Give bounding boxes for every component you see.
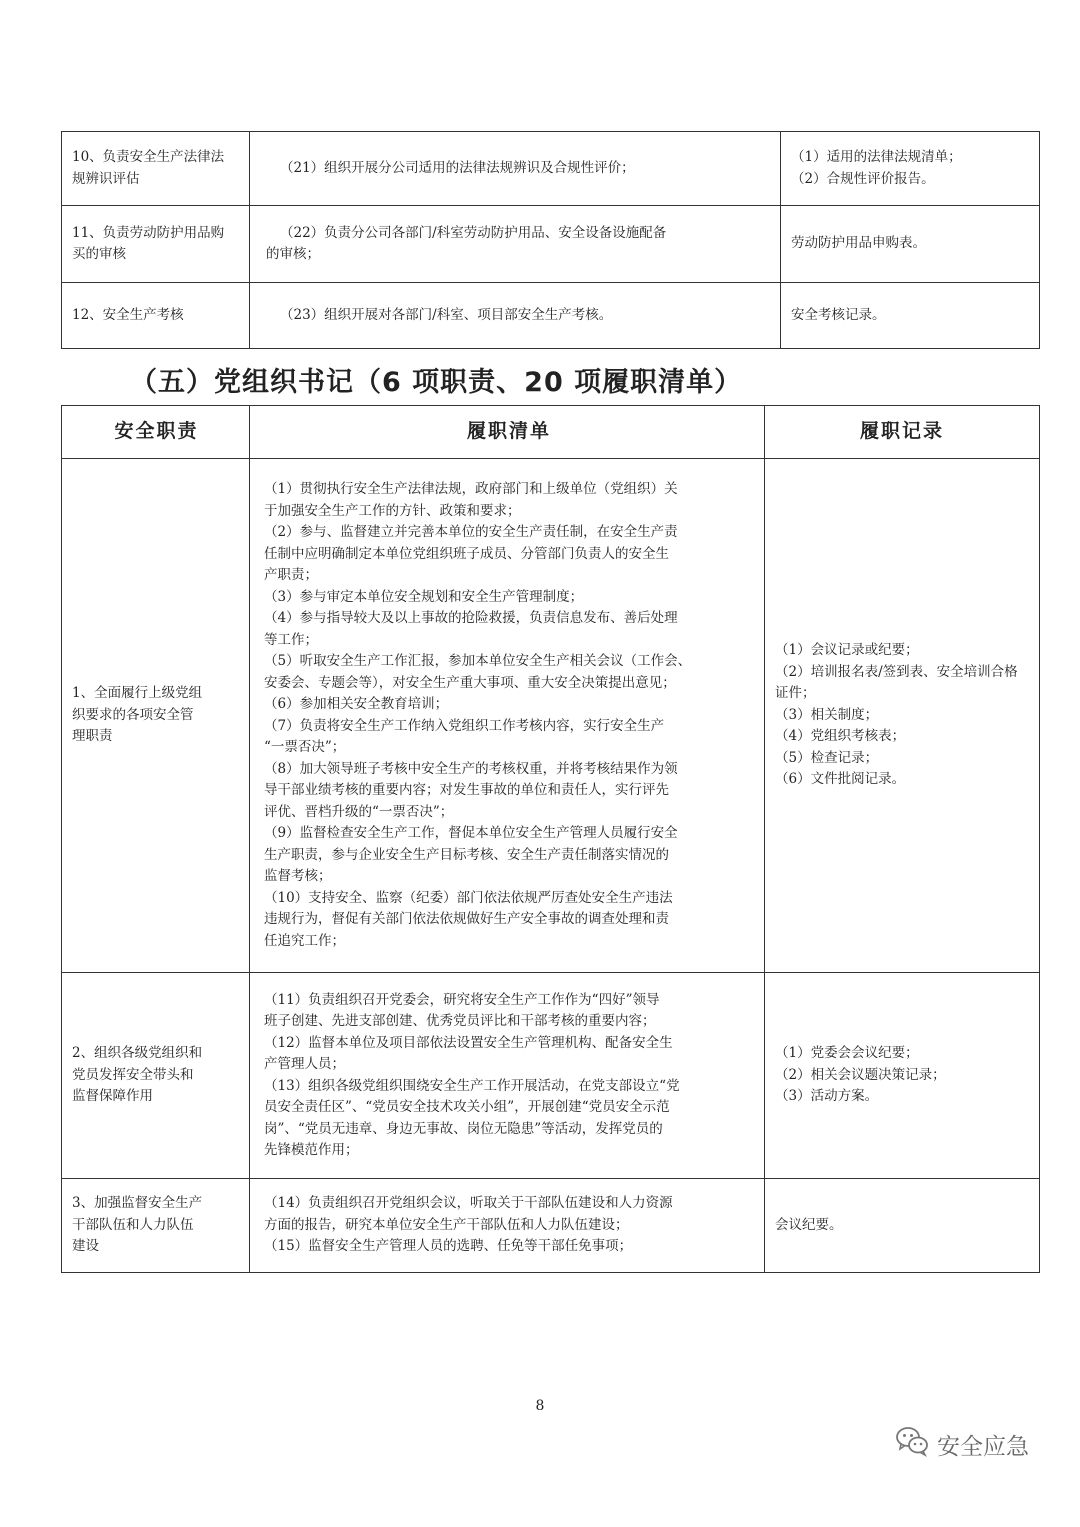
- duty-cell: 2、组织各级党组织和 党员发挥安全带头和 监督保障作用: [62, 973, 250, 1179]
- list-cell: （14）负责组织召开党组织会议，听取关于干部队伍建设和人力资源 方面的报告，研究本单位安全生产干部队伍和人力队伍建设； （15）监督安全生产管理人员的选聘、任免等干部任免事项；: [250, 1179, 765, 1273]
- top-duty-table: [61, 131, 1040, 349]
- duty-cell: 12、安全生产考核: [62, 283, 250, 349]
- record-cell: 安全考核记录。: [781, 283, 1040, 349]
- list-cell: （21）组织开展分公司适用的法律法规辨识及合规性评价；: [250, 132, 781, 206]
- wechat-icon: [895, 1425, 929, 1463]
- watermark: [895, 1425, 1029, 1463]
- table-row: [62, 1179, 1040, 1273]
- table-row: [62, 459, 1040, 973]
- watermark-text: 安全应急: [937, 1433, 1029, 1460]
- list-cell: （11）负责组织召开党委会，研究将安全生产工作作为“四好”领导 班子创建、先进支部创建、优秀党员评比和干部考核的重要内容； （12）监督本单位及项目部依法设置安全生产管理机构、配备安全生 产管理人员； （13）组织各级党组织围绕安全生产工作开展活动，在党支部设立“党 员安全责任区”、“党员安全技术攻关小组”，开展创建“党员安全示范 岗”、“党员无违章、身边无事故、岗位无隐患”等活动，发挥党员的 先锋模范作用；: [250, 973, 765, 1179]
- list-cell: （1）贯彻执行安全生产法律法规，政府部门和上级单位（党组织）关 于加强安全生产工作的方针、政策和要求； （2）参与、监督建立并完善本单位的安全生产责任制，在安全生产责 任制中应明确制定本单位党组织班子成员、分管部门负责人的安全生 产职责； （3）参与审定本单位安全规划和安全生产管理制度； （4）参与指导较大及以上事故的抢险救援，负责信息发布、善后处理 等工作； （5）听取安全生产工作汇报，参加本单位安全生产相关会议（工作会、 安委会、专题会等），对安全生产重大事项、重大安全决策提出意见； （6）参加相关安全教育培训； （7）负责将安全生产工作纳入党组织工作考核内容，实行安全生产 “一票否决”； （8）加大领导班子考核中安全生产的考核权重，并将考核结果作为领 导干部业绩考核的重要内容；对发生事故的单位和责任人，实行评先 评优、晋档升级的“一票否决”； （9）监督检查安全生产工作，督促本单位安全生产管理人员履行安全 生产职责，参与企业安全生产目标考核、安全生产责任制落实情况的 监督考核； （10）支持安全、监察（纪委）部门依法依规严厉查处安全生产违法 违规行为，督促有关部门依法依规做好生产安全事故的调查处理和责 任追究工作；: [250, 459, 765, 973]
- header-duty: 安全职责: [62, 406, 250, 459]
- record-cell: （1）党委会会议纪要； （2）相关会议题决策记录； （3）活动方案。: [765, 973, 1040, 1179]
- party-secretary-duty-table: [61, 405, 1040, 1273]
- table-row: [62, 206, 1040, 283]
- table-row: [62, 132, 1040, 206]
- header-record: 履职记录: [765, 406, 1040, 459]
- list-cell: （23）组织开展对各部门/科室、项目部安全生产考核。: [250, 283, 781, 349]
- duty-cell: 1、全面履行上级党组 织要求的各项安全管 理职责: [62, 459, 250, 973]
- record-cell: 会议纪要。: [765, 1179, 1040, 1273]
- header-list: 履职清单: [250, 406, 765, 459]
- list-cell: （22）负责分公司各部门/科室劳动防护用品、安全设备设施配备 的审核；: [250, 206, 781, 283]
- duty-cell: 10、负责安全生产法律法 规辨识评估: [62, 132, 250, 206]
- duty-cell: 11、负责劳动防护用品购 买的审核: [62, 206, 250, 283]
- record-cell: 劳动防护用品申购表。: [781, 206, 1040, 283]
- record-cell: （1）适用的法律法规清单； （2）合规性评价报告。: [781, 132, 1040, 206]
- duty-cell: 3、加强监督安全生产 干部队伍和人力队伍 建设: [62, 1179, 250, 1273]
- record-cell: （1）会议记录或纪要； （2）培训报名表/签到表、安全培训合格 证件； （3）相关制度； （4）党组织考核表； （5）检查记录； （6）文件批阅记录。: [765, 459, 1040, 973]
- table-row: [62, 283, 1040, 349]
- section-title: （五）党组织书记（6 项职责、20 项履职清单）: [130, 367, 743, 398]
- table-row: [62, 973, 1040, 1179]
- page-number: 8: [535, 1398, 545, 1414]
- table-header-row: [62, 406, 1040, 459]
